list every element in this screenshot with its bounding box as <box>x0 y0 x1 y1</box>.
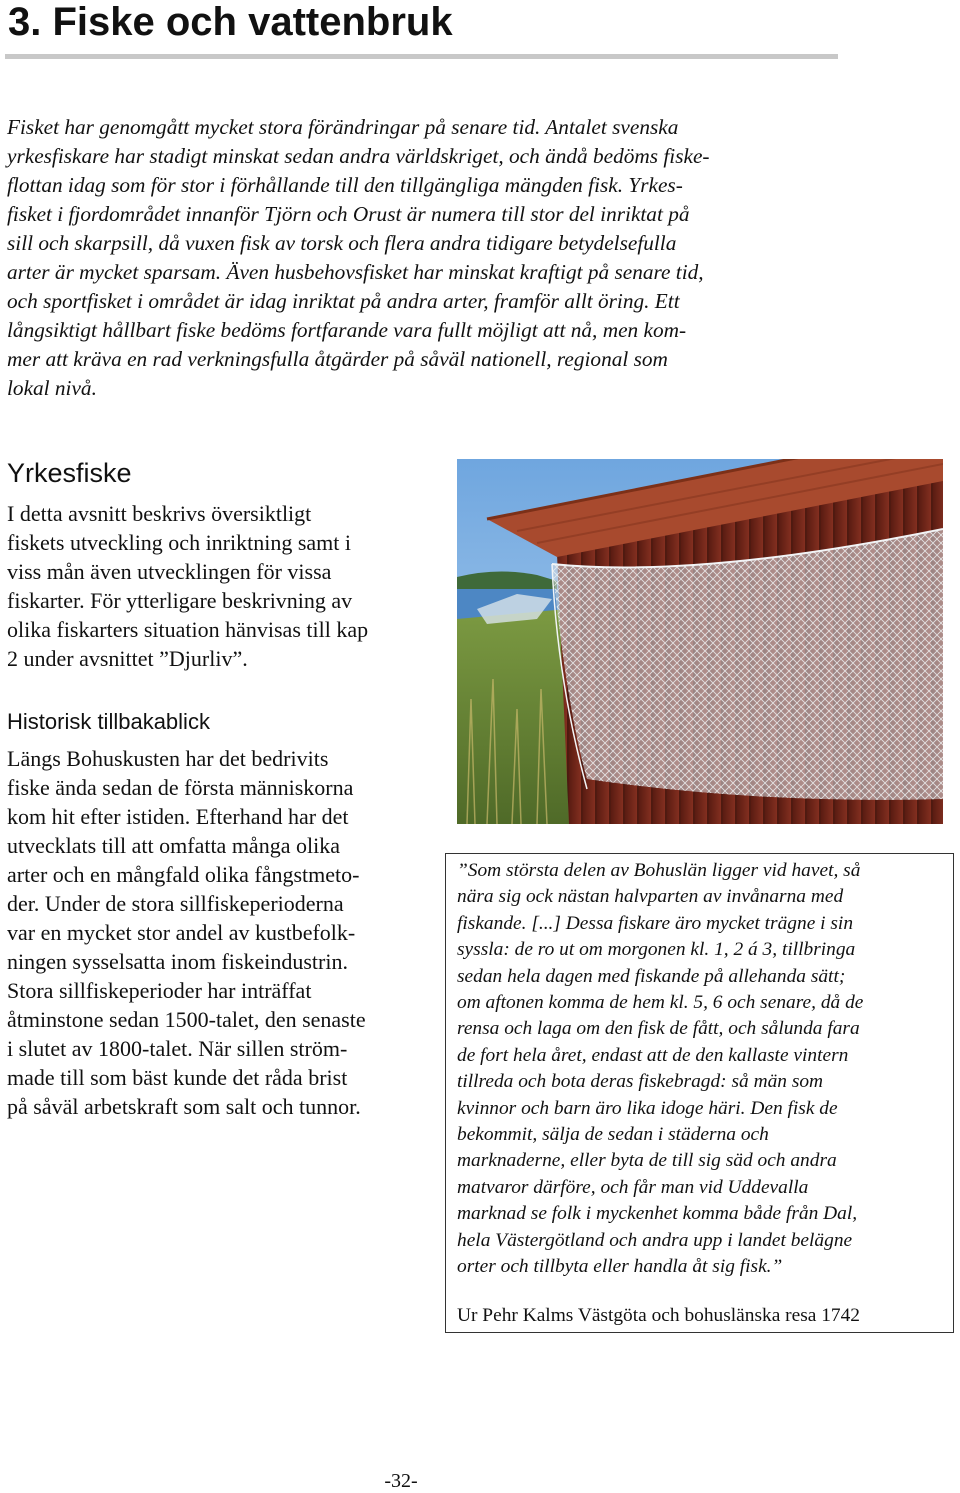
subsection-line: Stora sillfiskeperioder har inträffat <box>7 978 312 1003</box>
subsection-title: Historisk tillbakablick <box>7 709 210 734</box>
quote-line: rensa och laga om den fisk de fått, och sålunda fara <box>457 1018 860 1040</box>
intro-line: fisket i fjordområdet innanför Tjörn och Orust är numera till stor del inriktat på <box>7 202 690 226</box>
fishing-net-shed-photo <box>457 459 943 824</box>
quote-line: syssla: de ro ut om morgonen kl. 1, 2 á 3, tillbringa <box>457 939 856 961</box>
intro-line: arter är mycket sparsam. Även husbehovsfisket har minskat kraftigt på senare tid, <box>7 260 704 284</box>
subsection-line: made till som bäst kunde det råda brist <box>7 1065 348 1090</box>
chapter-heading: 3. Fiske och vattenbruk <box>8 0 453 44</box>
subsection-line: Längs Bohuskusten har det bedrivits <box>7 746 329 771</box>
subsection-line: arter och en mångfald olika fångstmeto- <box>7 862 360 887</box>
section-paragraph <box>7 499 437 673</box>
intro-line: sill och skarpsill, då vuxen fisk av torsk och flera andra tidigare betydelsefulla <box>7 231 677 255</box>
quote-box <box>445 853 954 1333</box>
intro-line: och sportfisket i området är idag inriktat på andra arter, framför allt öring. Ett <box>7 289 680 313</box>
quote-line: fiskande. [...] Dessa fiskare äro mycket trägne i sin <box>457 912 854 934</box>
intro-line: långsiktigt hållbart fiske bedöms fortfarande vara fullt möjligt att nå, men kom- <box>7 318 687 342</box>
quote-line: om aftonen komma de hem kl. 5, 6 och senare, då de <box>457 992 864 1014</box>
intro-line: mer att kräva en rad verkningsfulla åtgärder på såväl nationell, regional som <box>7 347 668 371</box>
quote-line: kvinnor och barn äro lika idoge häri. Den fisk de <box>457 1097 838 1119</box>
page-number: -32- <box>384 1470 418 1492</box>
subsection-line: i slutet av 1800-talet. När sillen ström- <box>7 1036 348 1061</box>
section-line: 2 under avsnittet ”Djurliv”. <box>7 646 248 671</box>
quote-line: marknaderne, eller byta de till sig säd och andra <box>457 1150 837 1172</box>
quote-line: tillreda och bota deras fiskebragd: så män som <box>457 1071 824 1093</box>
intro-paragraph <box>7 113 837 403</box>
subsection-line: utvecklats till att omfatta många olika <box>7 833 340 858</box>
subsection-line: åtminstone sedan 1500-talet, den senaste <box>7 1007 366 1032</box>
subsection-line: ningen sysselsatta inom fiskeindustrin. <box>7 949 348 974</box>
intro-line: lokal nivå. <box>7 376 97 400</box>
subsection-line: fiske ända sedan de första människorna <box>7 775 354 800</box>
photo-illustration <box>457 459 943 824</box>
section-line: fiskarter. För ytterligare beskrivning av <box>7 588 353 613</box>
quote-line: nära sig ock nästan halvparten av invånarna med <box>457 886 844 908</box>
subsection-line: kom hit efter istiden. Efterhand har det <box>7 804 349 829</box>
section-line: fiskets utveckling och inriktning samt i <box>7 530 352 555</box>
section-title: Yrkesfiske <box>7 458 132 488</box>
quote-line: matvaror därföre, och får man vid Uddevalla <box>457 1176 809 1198</box>
quote-line: sedan hela dagen med fiskande på allehanda sätt; <box>457 965 846 987</box>
historical-quote <box>457 858 863 1281</box>
section-line: olika fiskarters situation hänvisas till kap <box>7 617 369 642</box>
subsection-line: var en mycket stor andel av kustbefolk- <box>7 920 356 945</box>
intro-line: yrkesfiskare har stadigt minskat sedan andra världskriget, och ändå bedöms fiske- <box>7 144 710 168</box>
quote-line: orter och tillbyta eller handla åt sig fisk.” <box>457 1256 783 1278</box>
quote-line: marknad se folk i myckenhet komma både från Dal, <box>457 1203 858 1225</box>
intro-line: Fisket har genomgått mycket stora förändringar på senare tid. Antalet svenska <box>7 115 679 139</box>
section-line: I detta avsnitt beskrivs översiktligt <box>7 501 312 526</box>
heading-underline <box>5 54 838 59</box>
quote-line: bekommit, sälja de sedan i städerna och <box>457 1124 769 1146</box>
section-line: viss mån även utvecklingen för vissa <box>7 559 332 584</box>
subsection-paragraph <box>7 744 437 1121</box>
subsection-line: på såväl arbetskraft som salt och tunnor. <box>7 1094 361 1119</box>
quote-source: Ur Pehr Kalms Västgöta och bohuslänska resa 1742 <box>457 1305 860 1326</box>
intro-line: flottan idag som för stor i förhållande till den tillgängliga mängden fisk. Yrkes- <box>7 173 683 197</box>
quote-line: ”Som största delen av Bohuslän ligger vid havet, så <box>457 860 861 881</box>
quote-line: de fort hela året, endast att de den kallaste vintern <box>457 1044 849 1066</box>
quote-line: hela Västergötland och andra upp i landet belägne <box>457 1229 853 1251</box>
subsection-line: der. Under de stora sillfiskeperioderna <box>7 891 344 916</box>
